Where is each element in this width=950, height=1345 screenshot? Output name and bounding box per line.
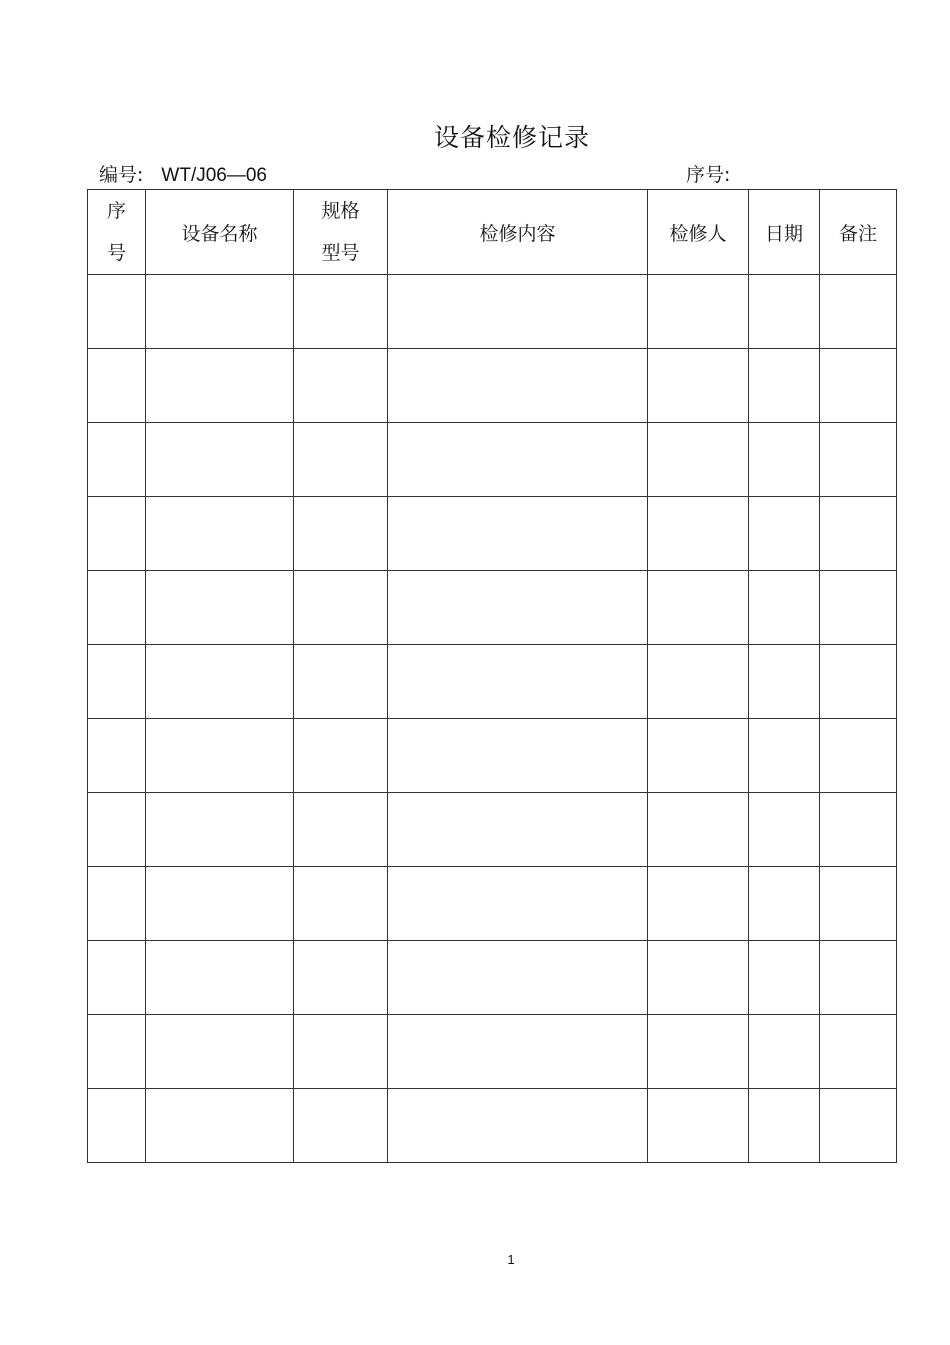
- maintenance-record-table: [87, 189, 897, 1163]
- cell-inspector[interactable]: [648, 497, 749, 571]
- table-body: [88, 275, 897, 1163]
- document-code: [99, 162, 267, 189]
- cell-index[interactable]: [88, 645, 146, 719]
- table-row: [88, 571, 897, 645]
- cell-index[interactable]: [88, 1089, 146, 1163]
- cell-index[interactable]: [88, 571, 146, 645]
- cell-remarks[interactable]: [820, 349, 897, 423]
- cell-remarks[interactable]: [820, 941, 897, 1015]
- cell-equipment-name[interactable]: [146, 941, 294, 1015]
- cell-index[interactable]: [88, 497, 146, 571]
- cell-remarks[interactable]: [820, 1015, 897, 1089]
- cell-content[interactable]: [388, 867, 648, 941]
- header-index: 序 号: [88, 190, 146, 275]
- cell-index[interactable]: [88, 793, 146, 867]
- page-number: 1: [507, 1252, 515, 1267]
- cell-spec-model[interactable]: [294, 1089, 388, 1163]
- cell-index[interactable]: [88, 941, 146, 1015]
- cell-content[interactable]: [388, 645, 648, 719]
- cell-equipment-name[interactable]: [146, 1015, 294, 1089]
- cell-equipment-name[interactable]: [146, 497, 294, 571]
- cell-inspector[interactable]: [648, 1089, 749, 1163]
- table-row: [88, 941, 897, 1015]
- cell-remarks[interactable]: [820, 275, 897, 349]
- cell-content[interactable]: [388, 571, 648, 645]
- cell-spec-model[interactable]: [294, 349, 388, 423]
- table-row: [88, 349, 897, 423]
- cell-equipment-name[interactable]: [146, 719, 294, 793]
- cell-content[interactable]: [388, 793, 648, 867]
- cell-inspector[interactable]: [648, 1015, 749, 1089]
- cell-equipment-name[interactable]: [146, 275, 294, 349]
- cell-equipment-name[interactable]: [146, 1089, 294, 1163]
- cell-content[interactable]: [388, 497, 648, 571]
- cell-inspector[interactable]: [648, 423, 749, 497]
- serial-field: [686, 162, 730, 188]
- cell-inspector[interactable]: [648, 867, 749, 941]
- table-row: [88, 275, 897, 349]
- cell-date[interactable]: [749, 497, 820, 571]
- cell-date[interactable]: [749, 1015, 820, 1089]
- cell-remarks[interactable]: [820, 1089, 897, 1163]
- cell-date[interactable]: [749, 645, 820, 719]
- code-label: 编号:: [99, 164, 144, 186]
- header-remarks: 备注: [820, 190, 897, 275]
- document-title: 设备检修记录: [433, 123, 590, 152]
- cell-date[interactable]: [749, 275, 820, 349]
- cell-spec-model[interactable]: [294, 719, 388, 793]
- cell-content[interactable]: [388, 719, 648, 793]
- cell-spec-model[interactable]: [294, 793, 388, 867]
- cell-content[interactable]: [388, 349, 648, 423]
- cell-remarks[interactable]: [820, 423, 897, 497]
- cell-spec-model[interactable]: [294, 423, 388, 497]
- cell-equipment-name[interactable]: [146, 645, 294, 719]
- table-header-row: [88, 190, 897, 275]
- cell-index[interactable]: [88, 719, 146, 793]
- cell-date[interactable]: [749, 349, 820, 423]
- cell-index[interactable]: [88, 1015, 146, 1089]
- cell-inspector[interactable]: [648, 275, 749, 349]
- cell-equipment-name[interactable]: [146, 349, 294, 423]
- cell-spec-model[interactable]: [294, 571, 388, 645]
- cell-date[interactable]: [749, 719, 820, 793]
- cell-spec-model[interactable]: [294, 867, 388, 941]
- cell-spec-model[interactable]: [294, 497, 388, 571]
- cell-inspector[interactable]: [648, 571, 749, 645]
- cell-index[interactable]: [88, 423, 146, 497]
- header-spec-model: 规格 型号: [294, 190, 388, 275]
- cell-index[interactable]: [88, 867, 146, 941]
- cell-date[interactable]: [749, 1089, 820, 1163]
- cell-remarks[interactable]: [820, 867, 897, 941]
- cell-inspector[interactable]: [648, 941, 749, 1015]
- table-row: [88, 1089, 897, 1163]
- cell-remarks[interactable]: [820, 719, 897, 793]
- cell-date[interactable]: [749, 793, 820, 867]
- cell-remarks[interactable]: [820, 497, 897, 571]
- cell-content[interactable]: [388, 275, 648, 349]
- cell-equipment-name[interactable]: [146, 867, 294, 941]
- code-value: WT/J06—06: [161, 165, 267, 186]
- serial-label: 序号:: [686, 164, 731, 186]
- cell-date[interactable]: [749, 867, 820, 941]
- cell-content[interactable]: [388, 941, 648, 1015]
- table-row: [88, 497, 897, 571]
- header-equipment-name: 设备名称: [146, 190, 294, 275]
- header-date: 日期: [749, 190, 820, 275]
- cell-content[interactable]: [388, 423, 648, 497]
- cell-remarks[interactable]: [820, 571, 897, 645]
- cell-date[interactable]: [749, 423, 820, 497]
- cell-date[interactable]: [749, 571, 820, 645]
- header-content: 检修内容: [388, 190, 648, 275]
- cell-inspector[interactable]: [648, 719, 749, 793]
- cell-equipment-name[interactable]: [146, 793, 294, 867]
- table-row: [88, 719, 897, 793]
- table-row: [88, 793, 897, 867]
- cell-remarks[interactable]: [820, 793, 897, 867]
- cell-equipment-name[interactable]: [146, 571, 294, 645]
- cell-inspector[interactable]: [648, 349, 749, 423]
- header-inspector: 检修人: [648, 190, 749, 275]
- cell-content[interactable]: [388, 1089, 648, 1163]
- cell-content[interactable]: [388, 1015, 648, 1089]
- cell-date[interactable]: [749, 941, 820, 1015]
- cell-inspector[interactable]: [648, 645, 749, 719]
- cell-spec-model[interactable]: [294, 275, 388, 349]
- cell-inspector[interactable]: [648, 793, 749, 867]
- table-row: [88, 423, 897, 497]
- cell-remarks[interactable]: [820, 645, 897, 719]
- cell-spec-model[interactable]: [294, 941, 388, 1015]
- table-row: [88, 867, 897, 941]
- cell-index[interactable]: [88, 349, 146, 423]
- cell-equipment-name[interactable]: [146, 423, 294, 497]
- table-row: [88, 645, 897, 719]
- table-row: [88, 1015, 897, 1089]
- cell-spec-model[interactable]: [294, 1015, 388, 1089]
- cell-index[interactable]: [88, 275, 146, 349]
- cell-spec-model[interactable]: [294, 645, 388, 719]
